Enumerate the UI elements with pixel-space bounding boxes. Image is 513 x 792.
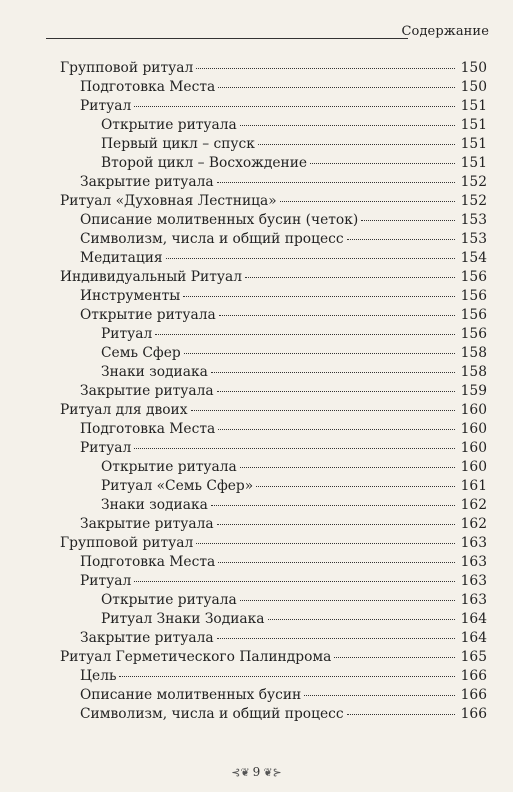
toc-entry-title: Открытие ритуала	[101, 459, 237, 475]
toc-entry-title: Открытие ритуала	[101, 117, 237, 133]
toc-entry	[60, 135, 487, 154]
toc-entry-page: 159	[460, 383, 487, 399]
page-number: 9	[252, 765, 261, 779]
toc-entry-title: Второй цикл – Восхождение	[101, 155, 308, 171]
dot-leader	[240, 125, 455, 126]
dot-leader	[219, 315, 455, 316]
toc-entry	[60, 344, 487, 363]
dot-leader	[217, 391, 455, 392]
toc-entry-title: Подготовка Места	[80, 79, 216, 95]
running-header	[46, 24, 489, 44]
toc-entry-title: Знаки зодиака	[101, 497, 208, 513]
toc-entry	[60, 477, 487, 496]
toc-entry	[60, 363, 487, 382]
page-footer	[0, 765, 513, 779]
toc-entry	[60, 610, 487, 629]
toc-entry	[60, 382, 487, 401]
dot-leader	[217, 638, 455, 639]
toc-entry-title: Подготовка Места	[80, 421, 216, 437]
dot-leader	[218, 87, 455, 88]
toc-entry-title: Ритуал	[101, 326, 153, 342]
toc-entry-page: 164	[460, 630, 487, 646]
dot-leader	[240, 467, 455, 468]
toc-entry-page: 151	[460, 136, 487, 152]
toc-entry	[60, 116, 487, 135]
toc-entry	[60, 230, 487, 249]
dot-leader	[217, 182, 455, 183]
dot-leader	[211, 372, 455, 373]
dot-leader	[166, 258, 455, 259]
toc-entry-title: Описание молитвенных бусин	[80, 687, 302, 703]
toc-entry	[60, 648, 487, 667]
toc-entry	[60, 496, 487, 515]
toc-entry-page: 153	[460, 212, 487, 228]
toc-entry	[60, 572, 487, 591]
toc-entry-title: Цель	[80, 668, 117, 684]
toc-entry-page: 151	[460, 98, 487, 114]
toc-entry-page: 158	[460, 345, 487, 361]
toc-entry-title: Закрытие ритуала	[80, 174, 214, 190]
toc-entry	[60, 439, 487, 458]
toc-entry-title: Описание молитвенных бусин (четок)	[80, 212, 359, 228]
toc-entry-page: 156	[460, 307, 487, 323]
toc-entry	[60, 78, 487, 97]
dot-leader	[119, 676, 455, 677]
toc-entry	[60, 268, 487, 287]
dot-leader	[218, 429, 455, 430]
toc-entry-page: 160	[460, 421, 487, 437]
toc-entry-title: Индивидуальный Ритуал	[60, 269, 242, 285]
toc-entry-page: 153	[460, 231, 487, 247]
toc-entry	[60, 553, 487, 572]
toc-entry-title: Медитация	[80, 250, 163, 266]
dot-leader	[310, 163, 455, 164]
toc-entry-page: 156	[460, 326, 487, 342]
toc-entry-page: 163	[460, 535, 487, 551]
toc-entry	[60, 325, 487, 344]
toc-entry-page: 150	[460, 79, 487, 95]
dot-leader	[256, 486, 455, 487]
left-ornament-icon: ⊰❦	[231, 766, 250, 779]
dot-leader	[196, 543, 455, 544]
toc-entry-title: Ритуал	[80, 573, 132, 589]
toc-entry-title: Ритуал для двоих	[60, 402, 188, 418]
toc-entry-page: 164	[460, 611, 487, 627]
toc-entry-page: 166	[460, 687, 487, 703]
toc-entry-page: 161	[460, 478, 487, 494]
dot-leader	[183, 296, 455, 297]
dot-leader	[240, 600, 455, 601]
toc-entry	[60, 192, 487, 211]
toc-entry-title: Символизм, числа и общий процесс	[80, 231, 344, 247]
toc-entry-title: Групповой ритуал	[60, 535, 194, 551]
dot-leader	[184, 353, 455, 354]
toc-entry-title: Символизм, числа и общий процесс	[80, 706, 344, 722]
toc-entry-page: 158	[460, 364, 487, 380]
toc-entry	[60, 629, 487, 648]
toc-entry	[60, 420, 487, 439]
dot-leader	[258, 144, 455, 145]
toc-entry-page: 162	[460, 497, 487, 513]
dot-leader	[347, 714, 455, 715]
toc-entry	[60, 287, 487, 306]
dot-leader	[304, 695, 455, 696]
toc-entry-page: 151	[460, 155, 487, 171]
dot-leader	[334, 657, 455, 658]
toc-entry-page: 165	[460, 649, 487, 665]
dot-leader	[268, 619, 456, 620]
toc-entry-page: 160	[460, 402, 487, 418]
dot-leader	[211, 505, 455, 506]
dot-leader	[134, 581, 455, 582]
dot-leader	[134, 448, 455, 449]
toc-entry-page: 152	[460, 193, 487, 209]
dot-leader	[361, 220, 455, 221]
toc-entry-page: 151	[460, 117, 487, 133]
dot-leader	[347, 239, 455, 240]
toc-entry-title: Закрытие ритуала	[80, 383, 214, 399]
toc-entry-title: Открытие ритуала	[80, 307, 216, 323]
toc-entry-page: 154	[460, 250, 487, 266]
toc-entry-page: 160	[460, 440, 487, 456]
toc-entry	[60, 211, 487, 230]
running-header-title: Содержание	[401, 24, 489, 39]
dot-leader	[196, 68, 455, 69]
toc-entry	[60, 401, 487, 420]
toc-entry-title: Групповой ритуал	[60, 60, 194, 76]
toc-entry-title: Ритуал	[80, 98, 132, 114]
dot-leader	[280, 201, 455, 202]
toc-entry	[60, 705, 487, 724]
toc-entry-title: Закрытие ритуала	[80, 516, 214, 532]
toc-entry-title: Инструменты	[80, 288, 181, 304]
toc-entry-page: 156	[460, 269, 487, 285]
toc-entry	[60, 154, 487, 173]
toc-entry-title: Открытие ритуала	[101, 592, 237, 608]
dot-leader	[191, 410, 456, 411]
toc-entry-title: Ритуал «Духовная Лестница»	[60, 193, 277, 209]
toc-entry-page: 150	[460, 60, 487, 76]
toc-entry	[60, 173, 487, 192]
table-of-contents	[60, 59, 487, 724]
toc-entry	[60, 591, 487, 610]
toc-entry	[60, 686, 487, 705]
right-ornament-icon: ❦⊱	[263, 766, 282, 779]
toc-entry-page: 162	[460, 516, 487, 532]
toc-entry-page: 156	[460, 288, 487, 304]
toc-entry-title: Первый цикл – спуск	[101, 136, 255, 152]
toc-entry-page: 163	[460, 554, 487, 570]
dot-leader	[217, 524, 455, 525]
toc-entry-title: Ритуал	[80, 440, 132, 456]
toc-entry-title: Подготовка Места	[80, 554, 216, 570]
toc-entry-title: Ритуал «Семь Сфер»	[101, 478, 254, 494]
toc-entry-page: 163	[460, 573, 487, 589]
toc-entry-page: 163	[460, 592, 487, 608]
header-rule	[46, 38, 408, 39]
dot-leader	[245, 277, 455, 278]
toc-entry-title: Знаки зодиака	[101, 364, 208, 380]
toc-entry-page: 160	[460, 459, 487, 475]
dot-leader	[134, 106, 455, 107]
toc-entry-page: 166	[460, 668, 487, 684]
toc-entry	[60, 458, 487, 477]
toc-entry-title: Ритуал Герметического Палиндрома	[60, 649, 332, 665]
toc-entry	[60, 97, 487, 116]
toc-entry	[60, 59, 487, 78]
toc-entry	[60, 667, 487, 686]
toc-entry	[60, 515, 487, 534]
toc-entry-page: 166	[460, 706, 487, 722]
dot-leader	[155, 334, 455, 335]
toc-entry-page: 152	[460, 174, 487, 190]
toc-entry	[60, 306, 487, 325]
toc-entry	[60, 534, 487, 553]
toc-entry-title: Семь Сфер	[101, 345, 181, 361]
toc-entry	[60, 249, 487, 268]
toc-entry-title: Ритуал Знаки Зодиака	[101, 611, 265, 627]
toc-entry-title: Закрытие ритуала	[80, 630, 214, 646]
dot-leader	[218, 562, 455, 563]
